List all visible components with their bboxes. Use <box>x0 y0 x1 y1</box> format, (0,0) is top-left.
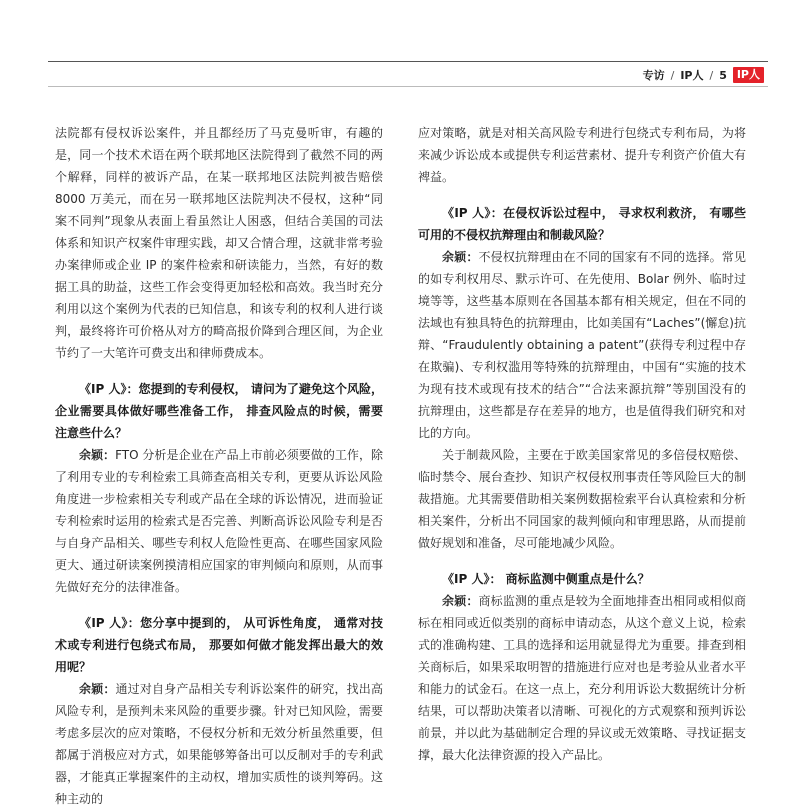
question: 《IP 人》：您分享中提到的， 从可诉性角度， 通常对技术或专利进行包绕式布局， 那要如何做才能发挥出最大的效用呢？ <box>55 616 383 674</box>
question: 《IP 人》：您提到的专利侵权， 请问为了避免这个风险， 企业需要具体做好哪些准备工作， 排查风险点的时候，需要注意些什么？ <box>55 382 383 440</box>
answer-text: 商标监测的重点是较为全面地排查出相同或相似商标在相同或近似类别的商标申请动态，从这个意义上说，检索式的准确构建、工具的选择和运用就显得尤为重要。排查到相关商标后，如果采取明智的措施进行应对也是考验从业者水平和能力的试金石。在这一点上，充分利用诉讼大数据统计分析结果，可以帮助决策者以清晰、可视化的方式观察和预判诉讼前景，并以此为基础制定合理的异议或无效策略、寻找证据支撑，最大化法律资源的投入产品比。 <box>418 594 746 762</box>
answer <box>55 678 383 810</box>
page-number: 5 <box>719 68 727 82</box>
answer-label: 余颖： <box>79 448 116 462</box>
paragraph: 关于制裁风险，主要在于欧美国家常见的多倍侵权赔偿、临时禁令、展台查抄、知识产权侵权刑事责任等风险巨大的制裁措施。尤其需要借助相关案例数据检索平台认真检索和分析相关案件，分析出不同国家的裁判倾向和审理思路，从而提前做好规划和准备，尽可能地减少风险。 <box>418 448 746 550</box>
left-column <box>55 122 383 810</box>
header-magazine: IP人 <box>680 69 704 82</box>
header-rule <box>48 86 768 87</box>
top-rule <box>48 61 768 62</box>
header-separator: / <box>670 68 675 82</box>
answer-label: 余颖： <box>79 682 116 696</box>
paragraph: 应对策略，就是对相关高风险专利进行包绕式专利布局，为将来减少诉讼成本或提供专利运营素材、提升专利资产价值大有裨益。 <box>418 126 746 184</box>
question: 《IP 人》： 商标监测中侧重点是什么？ <box>442 572 650 586</box>
right-column <box>418 122 746 766</box>
answer-label: 余颖： <box>442 594 479 608</box>
answer-label: 余颖： <box>442 250 479 264</box>
answer <box>55 444 383 598</box>
answer-text: 通过对自身产品相关专利诉讼案件的研究，找出高风险专利，是预判未来风险的重要步骤。针对已知风险，需要考虑多层次的应对策略，不侵权分析和无效分析虽然重要，但都属于消极应对方式，如果能够筹备出可以反制对手的专利武器，才能真正掌握案件的主动权，增加实质性的谈判筹码。这种主动的 <box>55 682 383 806</box>
answer <box>418 246 746 444</box>
header-separator: / <box>709 68 714 82</box>
header-section: 专访 <box>642 69 665 82</box>
answer-text: FTO 分析是企业在产品上市前必须要做的工作，除了利用专业的专利检索工具筛查高相关专利，更要从诉讼风险角度进一步检索相关专利或产品在全球的诉讼情况，进而验证专利检索时运用的检索式是否完善、判断高诉讼风险专利是否与自身产品相关、哪些专利权人危险性更高、在哪些国家风险更大、通过研读案例摸清相应国家的审判倾向和原则，从而事先做好充分的法律准备。 <box>55 448 383 594</box>
running-header <box>643 66 764 84</box>
paragraph: 法院都有侵权诉讼案件，并且都经历了马克曼听审，有趣的是，同一个技术术语在两个联邦地区法院得到了截然不同的两个解释，同样的被诉产品，在某一联邦地区法院判被告赔偿 8000 万美元，而在另一联邦地区法院判决不侵权，这种“同案不同判”现象从表面上看虽然让人困惑，但结合美国的司法体系和知识产权案件审理实践，却又合情合理，这就非常考验办案律师或企业 IP 的案件检索和研读能力，当然，有好的数据工具的助益，这些工作会变得更加轻松和高效。我当时充分利用以这个案例为代表的已知信息，和该专利的权利人进行谈判，最终将许可价格从对方的畸高报价降到合理区间，为企业节约了一大笔许可费支出和律师费成本。 <box>55 126 383 360</box>
answer-text: 不侵权抗辩理由在不同的国家有不同的选择。常见的如专利权用尽、默示许可、在先使用、Bolar 例外、临时过境等等，这些基本原则在各国基本都有相关规定，但在不同的法域也有独具特色的抗辩理由，比如美国有“Laches”(懈怠)抗辩、“Fraudulently obtaining a patent”(获得专利过程中存在欺骗)、专利权滥用等特殊的抗辩理由，中国有“实施的技术为现有技术或现有技术的结合”“合法来源抗辩”等别国没有的抗辩理由，这些都是存在差异的地方，也是值得我们研究和对比的方向。 <box>418 250 746 440</box>
question: 《IP 人》：在侵权诉讼过程中， 寻求权利救济， 有哪些可用的不侵权抗辩理由和制裁风险？ <box>418 206 746 242</box>
magazine-badge: IP人 <box>733 67 764 83</box>
answer <box>418 590 746 766</box>
